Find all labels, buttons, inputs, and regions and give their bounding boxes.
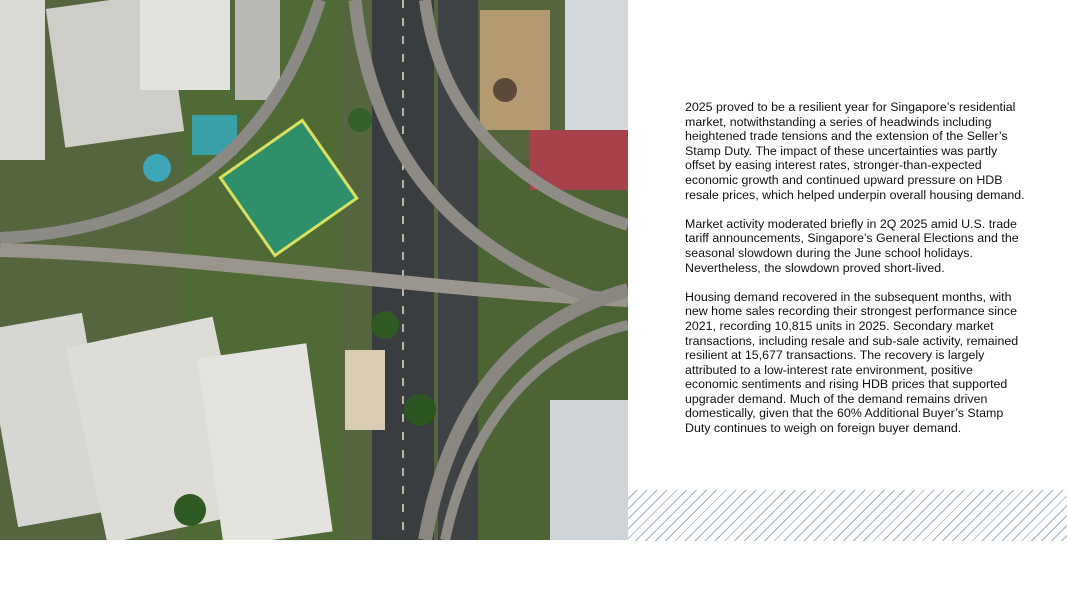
building [235, 0, 280, 100]
building [140, 0, 230, 90]
tree [371, 311, 399, 339]
paragraph-intro: 2025 proved to be a resilient year for Singapore’s residential market, notwithstanding a series of headwinds including heightened trade tensions and the extension of the Seller’s Stamp Duty. The impact of these uncertainties was partly offset by easing interest rates, stronger-than-expected economic growth and continued upward pressure on HDB resale prices, which helped underpin overall housing demand. [685, 100, 1025, 202]
building [550, 400, 628, 540]
paragraph-housing-demand: Housing demand recovered in the subsequent months, with new home sales recording their strongest performance since 2021, recording 10,815 units in 2025. Secondary market transactions, including resale and sub-sale activity, remained resilient at 15,677 transactions. The recovery is largely attributed to a low-interest rate environment, positive economic sentiments and rising HDB prices that supported upgrader demand. Much of the demand remains driven domestically, given that the 60% Additional Buyer’s Stamp Duty continues to weigh on foreign buyer demand. [685, 289, 1019, 436]
construction-site [480, 10, 550, 130]
playground [143, 154, 171, 182]
hatch-decoration [628, 490, 1067, 541]
building [565, 0, 628, 150]
tree [174, 494, 206, 526]
article-body [685, 100, 1025, 450]
building [0, 0, 45, 160]
paragraph-market-activity: Market activity moderated briefly in 2Q 2025 amid U.S. trade tariff announcements, Singapore’s General Elections and the seasonal slowdown during the June school holidays. Nevertheless, the slowdown proved short-lived. [685, 216, 1019, 275]
tree [404, 394, 436, 426]
tree [348, 108, 372, 132]
building [345, 350, 385, 430]
construction-pit [493, 78, 517, 102]
